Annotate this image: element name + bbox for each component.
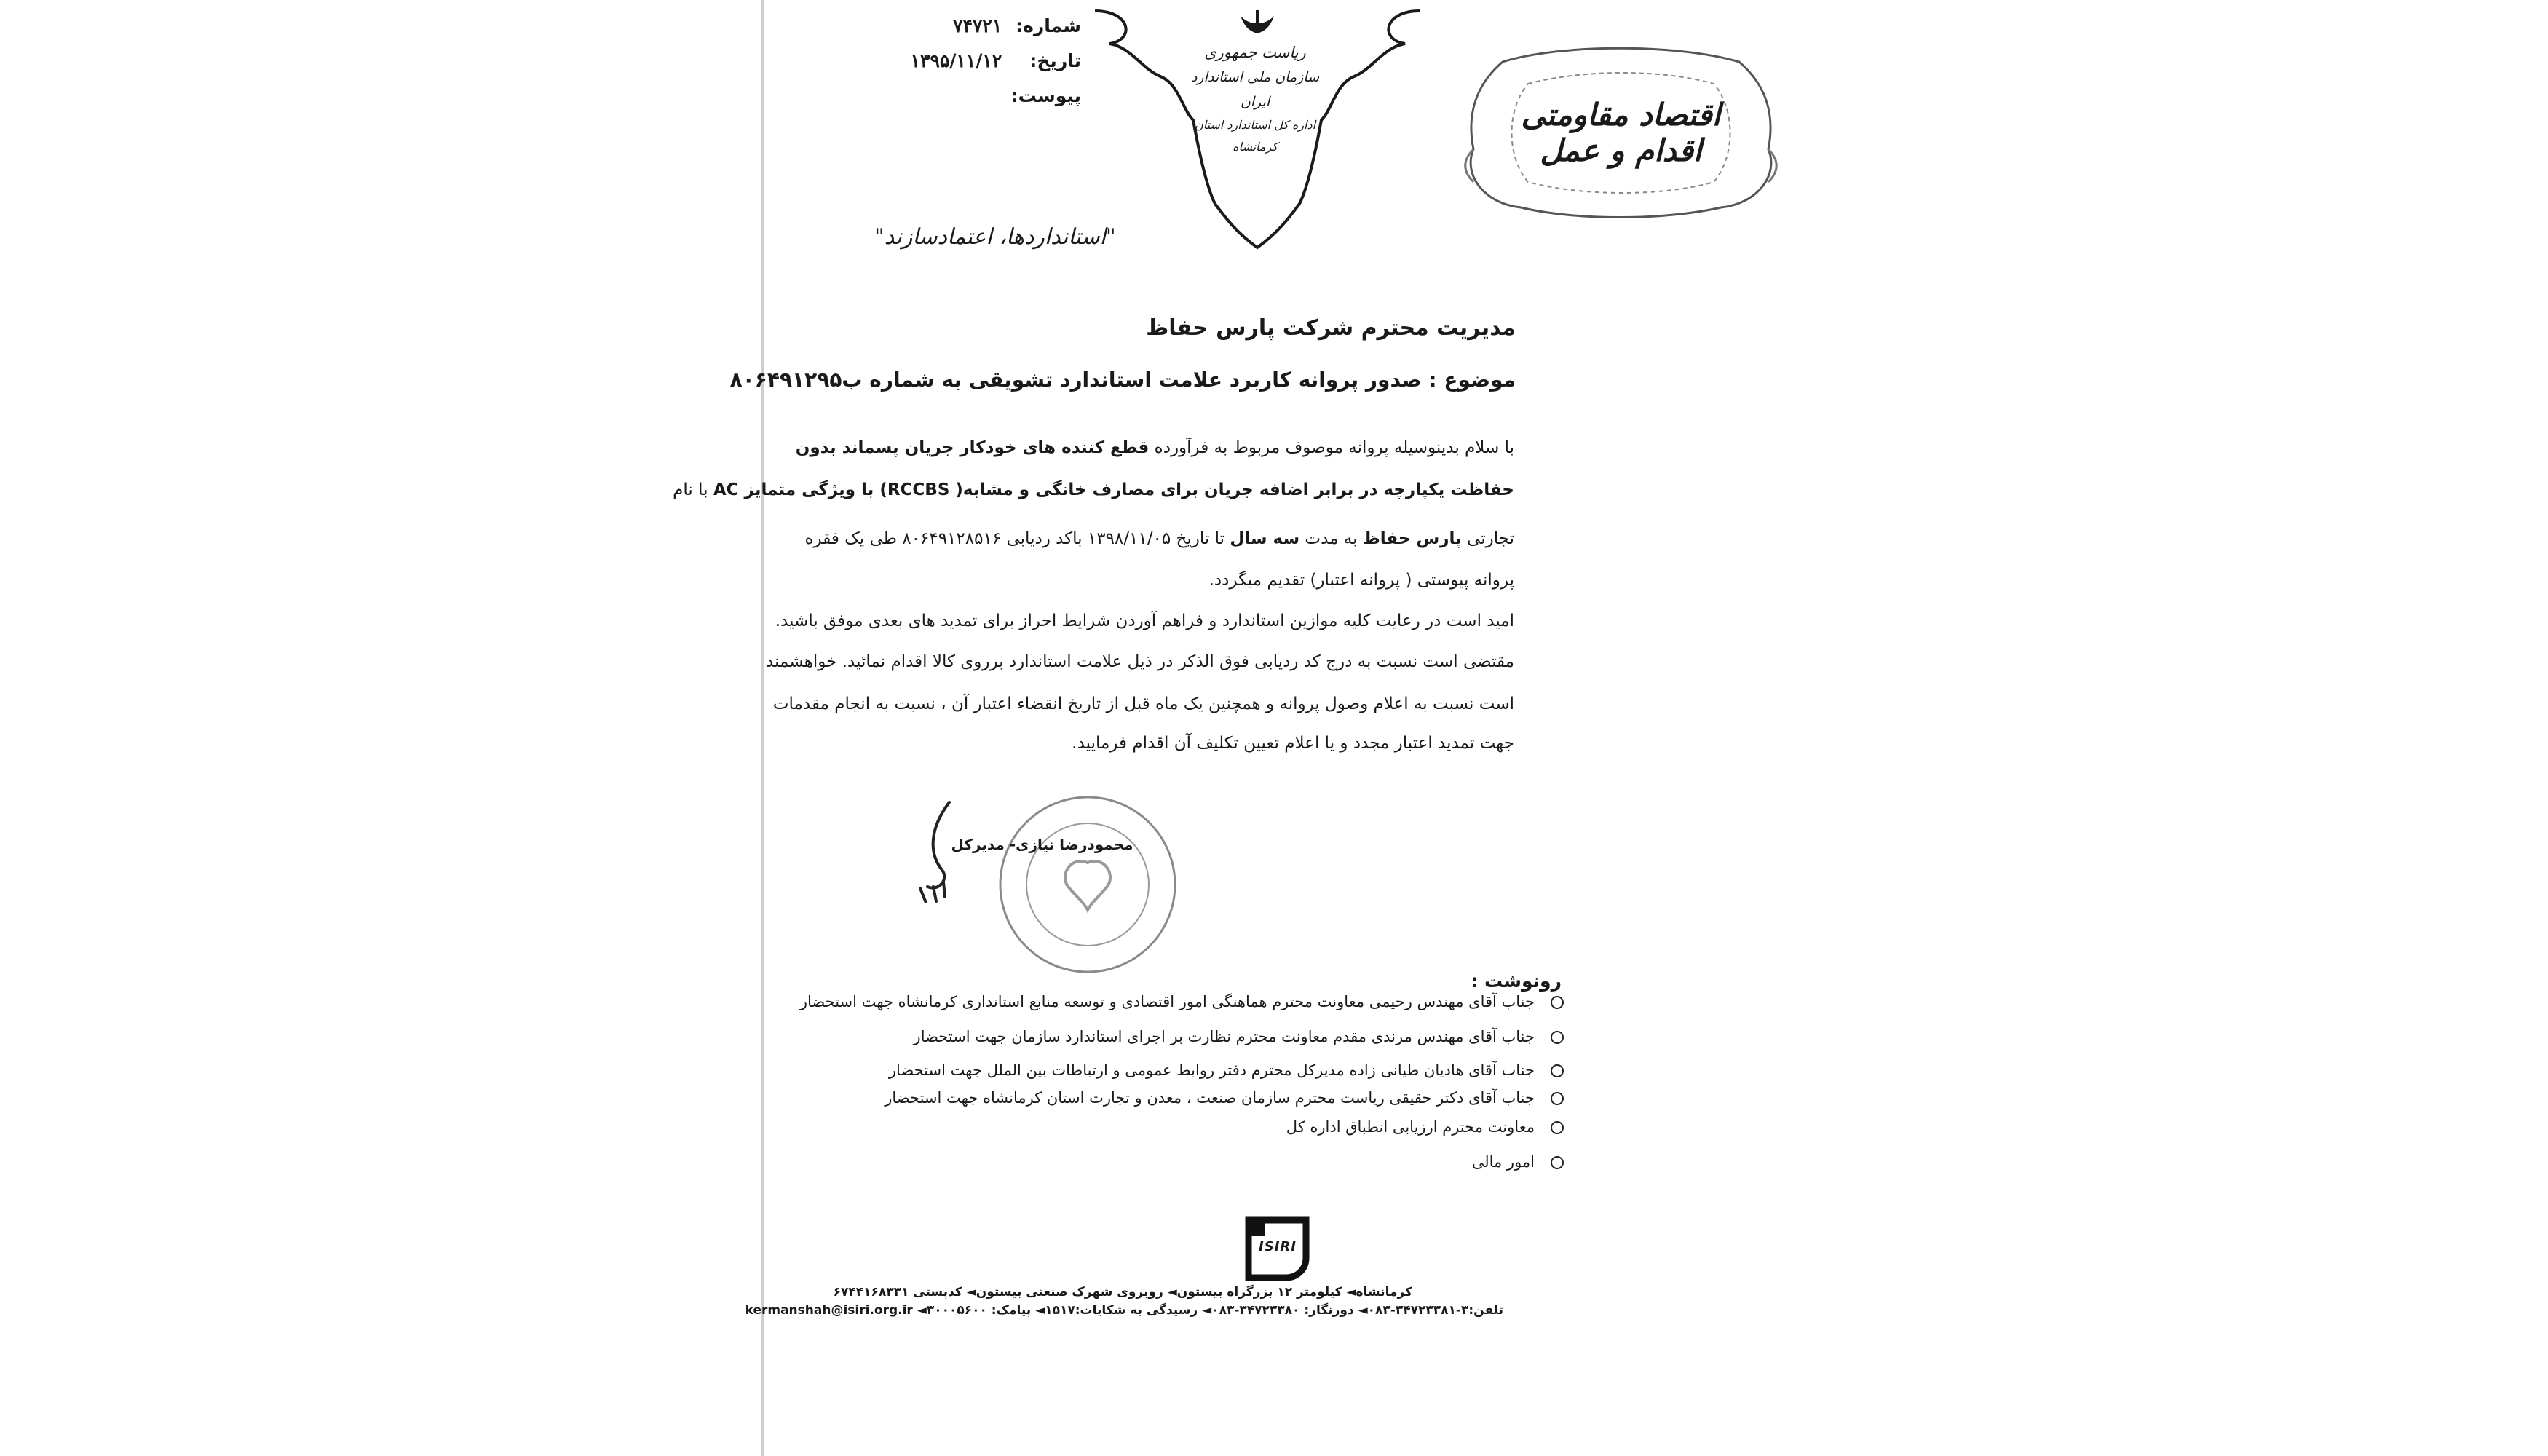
body-line-8: جهت تمدید اعتبار مجدد و یا اعلام تعیین تکلیف آن اقدام فرمایید.	[1072, 734, 1514, 753]
letter-number-row	[900, 15, 1081, 36]
letter-date-label: تاریخ:	[1029, 50, 1081, 71]
cc-item	[889, 1057, 1564, 1083]
body-line-5: امید است در رعایت کلیه موازین استاندارد و فراهم آوردن شرایط احراز برای تمدید های بعدی موفق باشید.	[775, 612, 1514, 630]
letter-attachment-row	[1008, 85, 1081, 106]
subject-line: موضوع : صدور پروانه کاربرد علامت استاندارد تشویقی به شماره ب۸۰۶۴۹۱۲۹۵	[729, 368, 1516, 392]
cc-title: رونوشت :	[1471, 970, 1562, 992]
bullet-circle-icon	[1551, 1156, 1564, 1169]
cc-item	[885, 1085, 1564, 1111]
calligraphy-badge	[1459, 40, 1783, 222]
cc-item-text: جناب آقای هادیان طیانی زاده مدیرکل محترم دفتر روابط عمومی و ارتباطات بین الملل جهت استحضار	[888, 1061, 1535, 1079]
emblem-line-organization: سازمان ملی استاندارد ایران	[1190, 69, 1320, 110]
cc-item	[1286, 1114, 1564, 1140]
letter-meta	[841, 11, 1081, 113]
isiri-logo-text: ISIRI	[1259, 1239, 1297, 1254]
bullet-circle-icon	[1551, 996, 1564, 1009]
cc-item	[800, 989, 1564, 1015]
footer-address: کرمانشاه◄ کیلومتر ۱۲ بزرگراه بیستون◄ روبروی شهرک صنعتی بیستون◄ کدپستی ۶۷۴۴۱۶۸۳۳۱	[833, 1285, 1412, 1299]
cc-item-text: جناب آقای دکتر حقیقی ریاست محترم سازمان صنعت ، معدن و تجارت استان کرمانشاه جهت استحضار	[885, 1089, 1535, 1107]
letter-number-value: ۷۴۷۲۱	[953, 15, 1002, 36]
body-line-3	[805, 528, 1515, 550]
validity-period: سه سال	[1230, 529, 1300, 548]
body-text: تا تاریخ ۱۳۹۸/۱۱/۰۵ باکد ردیابی ۸۰۶۴۹۱۲۸۵۱۶ طی یک فقره	[804, 529, 1230, 548]
cc-item-text: جناب آقای مهندس رحیمی معاونت محترم هماهنگی امور اقتصادی و توسعه منابع استانداری کرمانشاه جهت استحضار	[799, 993, 1535, 1010]
bullet-circle-icon	[1551, 1064, 1564, 1077]
addressee: مدیریت محترم شرکت پارس حفاظ	[1146, 315, 1516, 341]
body-line-2	[673, 479, 1514, 501]
signature-block	[898, 794, 1197, 983]
body-line-1	[796, 437, 1514, 459]
letter-date-row	[900, 50, 1081, 71]
isiri-logo	[1243, 1214, 1312, 1283]
signatory-name: محمودرضا نیازی- مدیرکل	[951, 836, 1133, 853]
body-text: با نام	[673, 480, 713, 499]
body-text: به مدت	[1299, 529, 1363, 548]
product-name: قطع کننده های خودکار جریان پسماند بدون	[795, 438, 1150, 457]
body-line-6: مقتضی است نسبت به درج کد ردیابی فوق الذکر در ذیل علامت استاندارد برروی کالا اقدام نمائید. خواهشمند	[765, 652, 1514, 671]
cc-item-text: معاونت محترم ارزیابی انطباق اداره کل	[1286, 1118, 1535, 1136]
bullet-circle-icon	[1551, 1092, 1564, 1105]
emblem-line-provincial-office: اداره کل استاندارد استان کرمانشاه	[1194, 118, 1316, 154]
product-spec: حفاظت یکپارچه در برابر اضافه جریان برای مصارف خانگی و مشابه( RCCBS) با ویژگی متمایز AC	[713, 480, 1514, 499]
official-stamp	[997, 794, 1179, 976]
body-line-7: است نسبت به اعلام وصول پروانه و همچنین یک ماه قبل از تاریخ انقضاء اعتبار آن ، نسبت به انجام مقدمات	[772, 695, 1514, 713]
calligraphy-text: اقتصاد مقاومتی اقدام و عمل	[1521, 97, 1721, 168]
letter-number-label: شماره:	[1016, 15, 1081, 36]
cc-item	[1472, 1149, 1564, 1175]
footer-contact: تلفن:۳-۳۴۷۲۳۳۸۱-۰۸۳◄ دورنگار: ۳۴۷۲۳۳۸۰-۰۸۳◄ رسیدگی به شکایات:۱۵۱۷◄ پیامک: ۳۰۰۰۵۶۰۰◄ kermanshah@isiri.org.ir	[745, 1303, 1503, 1318]
left-gutter	[0, 0, 763, 1456]
motto: "استانداردها، اعتمادسازند"	[874, 224, 1116, 250]
body-line-4: پروانه پیوستی ( پروانه اعتبار) تقدیم میگردد.	[1208, 571, 1514, 590]
brand-name: پارس حفاظ	[1362, 529, 1462, 548]
letter-date-value: ۱۳۹۵/۱۱/۱۲	[910, 50, 1002, 71]
cc-item	[914, 1024, 1564, 1050]
cc-item-text: جناب آقای مهندس مرندی مقدم معاونت محترم نظارت بر اجرای استاندارد سازمان جهت استحضار	[913, 1028, 1535, 1045]
body-text: تجارتی	[1461, 529, 1514, 548]
stamp-circle-icon	[997, 794, 1179, 976]
bullet-circle-icon	[1551, 1031, 1564, 1044]
emblem-text	[1179, 40, 1332, 158]
header-emblem	[1091, 0, 1423, 255]
emblem-line-presidency: ریاست جمهوری	[1204, 44, 1306, 61]
cc-item-text: امور مالی	[1471, 1153, 1535, 1171]
letter-page	[673, 0, 1820, 1456]
body-text: با سلام بدینوسیله پروانه موصوف مربوط به فرآورده	[1149, 438, 1514, 457]
letter-attachment-label: پیوست:	[1010, 85, 1081, 106]
bullet-circle-icon	[1551, 1121, 1564, 1134]
